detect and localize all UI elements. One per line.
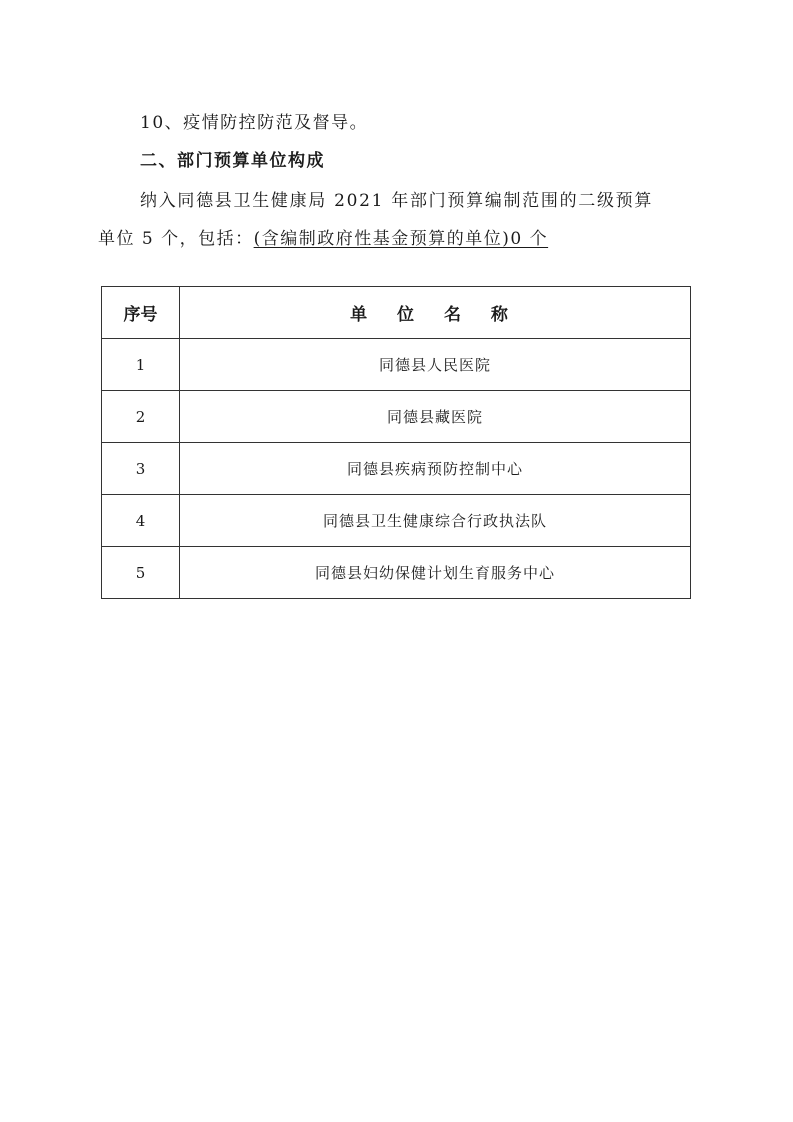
table-row [102,443,691,495]
intro-paragraph-line-1: 纳入同德县卫生健康局 2021 年部门预算编制范围的二级预算 [140,191,654,211]
row-unit-name: 同德县妇幼保健计划生育服务中心 [180,547,691,599]
row-unit-name: 同德县人民医院 [180,339,691,391]
table-header-row [102,287,691,339]
paragraph-item-10: 10、疫情防控防范及督导。 [140,113,369,133]
intro-paragraph-line-2 [98,224,548,249]
table-row [102,391,691,443]
header-unit-name: 单 位 名 称 [180,287,691,339]
table-row [102,495,691,547]
row-number: 2 [102,391,180,443]
header-serial-number: 序号 [102,287,180,339]
table-row [102,339,691,391]
row-number: 5 [102,547,180,599]
row-number: 1 [102,339,180,391]
row-unit-name: 同德县藏医院 [180,391,691,443]
section-heading: 二、部门预算单位构成 [140,151,325,171]
budget-units-table [101,286,691,599]
table-row [102,547,691,599]
row-unit-name: 同德县疾病预防控制中心 [180,443,691,495]
intro-underlined-note: (含编制政府性基金预算的单位)0 个 [253,229,549,249]
row-unit-name: 同德县卫生健康综合行政执法队 [180,495,691,547]
intro-prefix: 单位 5 个，包括： [98,229,254,249]
row-number: 3 [102,443,180,495]
row-number: 4 [102,495,180,547]
